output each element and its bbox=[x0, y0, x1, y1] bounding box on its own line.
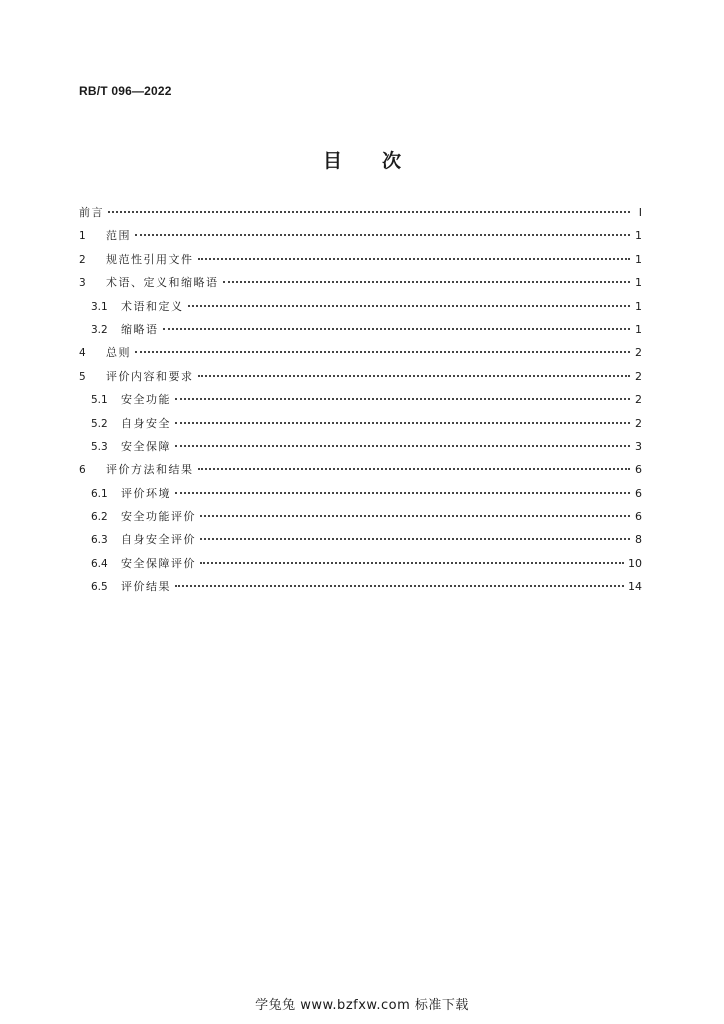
toc-entry[interactable] bbox=[79, 274, 642, 297]
toc-entry-page: 3 bbox=[635, 439, 642, 453]
dot-leader bbox=[175, 445, 630, 447]
toc-entry[interactable] bbox=[79, 251, 642, 274]
dot-leader bbox=[188, 305, 631, 307]
toc-entry-label: 评价环境 bbox=[121, 486, 171, 500]
dot-leader bbox=[175, 422, 630, 424]
dot-leader bbox=[200, 562, 624, 564]
toc-entry-page: 1 bbox=[635, 276, 642, 290]
dot-leader bbox=[175, 492, 630, 494]
dot-leader bbox=[135, 351, 630, 353]
toc-entry-number: 6.1 bbox=[91, 487, 108, 500]
toc-entry-page: 6 bbox=[635, 486, 642, 500]
toc-entry-page: 2 bbox=[635, 416, 642, 430]
toc-entry-number: 6.2 bbox=[91, 511, 108, 524]
toc-entry-number: 5.3 bbox=[91, 440, 108, 453]
dot-leader bbox=[108, 211, 630, 213]
footer-watermark: 学兔兔 www.bzfxw.com 标准下载 bbox=[255, 998, 469, 1013]
dot-leader bbox=[223, 281, 631, 283]
toc-entry[interactable] bbox=[79, 485, 642, 508]
toc-entry-page: 1 bbox=[635, 252, 642, 266]
toc-entry[interactable] bbox=[79, 555, 642, 578]
toc-entry[interactable] bbox=[79, 461, 642, 484]
toc-entry-number: 5 bbox=[79, 370, 86, 383]
toc-entry[interactable] bbox=[79, 227, 642, 250]
dot-leader bbox=[175, 398, 630, 400]
toc-entry-label: 缩略语 bbox=[121, 322, 159, 336]
toc-entry[interactable] bbox=[79, 391, 642, 414]
dot-leader bbox=[200, 515, 630, 517]
toc-entry-number: 5.1 bbox=[91, 394, 108, 407]
toc-entry-number: 4 bbox=[79, 347, 86, 360]
toc-entry-number: 6 bbox=[79, 464, 86, 477]
toc-entry[interactable] bbox=[79, 321, 642, 344]
toc-entry[interactable] bbox=[79, 415, 642, 438]
toc-entry-number: 6.4 bbox=[91, 557, 108, 570]
toc-entry-number: 3.2 bbox=[91, 323, 108, 336]
toc-entry-label: 自身安全 bbox=[121, 416, 171, 430]
toc-entry-label: 总则 bbox=[106, 346, 131, 360]
document-code: RB/T 096—2022 bbox=[79, 84, 172, 98]
toc-entry-label: 安全保障 bbox=[121, 439, 171, 453]
toc-entry-label: 规范性引用文件 bbox=[106, 252, 194, 266]
toc-entry-label: 安全功能评价 bbox=[121, 510, 196, 524]
dot-leader bbox=[198, 258, 631, 260]
toc-entry-number: 6.5 bbox=[91, 581, 108, 594]
toc-entry-label: 术语和定义 bbox=[121, 299, 184, 313]
toc-entry-number: 5.2 bbox=[91, 417, 108, 430]
page-title: 目次 bbox=[322, 150, 441, 172]
toc-entry-page: Ⅰ bbox=[638, 206, 642, 219]
toc-entry-page: 1 bbox=[635, 229, 642, 243]
toc-entry-label: 术语、定义和缩略语 bbox=[106, 276, 219, 290]
toc-entry-page: 6 bbox=[635, 510, 642, 524]
toc-entry-page: 8 bbox=[635, 533, 642, 547]
toc-entry-label: 范围 bbox=[106, 229, 131, 243]
dot-leader bbox=[200, 538, 630, 540]
toc-entry-number: 6.3 bbox=[91, 534, 108, 547]
toc-entry-number: 3 bbox=[79, 277, 86, 290]
toc-entry[interactable] bbox=[79, 578, 642, 601]
toc-entry-number: 1 bbox=[79, 230, 86, 243]
toc-entry-label: 安全功能 bbox=[121, 393, 171, 407]
toc-entry-page: 6 bbox=[635, 463, 642, 477]
toc-entry-label: 评价方法和结果 bbox=[106, 463, 194, 477]
toc-entry-number: 2 bbox=[79, 253, 86, 266]
toc-entry[interactable] bbox=[79, 298, 642, 321]
toc-entry-label: 安全保障评价 bbox=[121, 556, 196, 570]
toc-entry-label: 评价结果 bbox=[121, 580, 171, 594]
toc-entry-page: 2 bbox=[635, 346, 642, 360]
dot-leader bbox=[175, 585, 624, 587]
toc-entry-number: 3.1 bbox=[91, 300, 108, 313]
toc-entry-page: 1 bbox=[635, 322, 642, 336]
toc-entry[interactable] bbox=[79, 508, 642, 531]
toc-entry-page: 2 bbox=[635, 369, 642, 383]
toc-entry-page: 1 bbox=[635, 299, 642, 313]
toc-entry[interactable] bbox=[79, 531, 642, 554]
toc-entry[interactable] bbox=[79, 204, 642, 227]
dot-leader bbox=[198, 468, 631, 470]
toc-entry-label: 自身安全评价 bbox=[121, 533, 196, 547]
toc-entry[interactable] bbox=[79, 368, 642, 391]
dot-leader bbox=[135, 234, 630, 236]
toc-entry-label: 前言 bbox=[79, 206, 104, 219]
toc-entry[interactable] bbox=[79, 344, 642, 367]
toc-entry-page: 14 bbox=[628, 580, 642, 594]
dot-leader bbox=[198, 375, 631, 377]
toc-entry-page: 2 bbox=[635, 393, 642, 407]
toc-entry-page: 10 bbox=[628, 556, 642, 570]
table-of-contents bbox=[79, 204, 642, 602]
dot-leader bbox=[163, 328, 631, 330]
toc-entry-label: 评价内容和要求 bbox=[106, 369, 194, 383]
toc-entry[interactable] bbox=[79, 438, 642, 461]
